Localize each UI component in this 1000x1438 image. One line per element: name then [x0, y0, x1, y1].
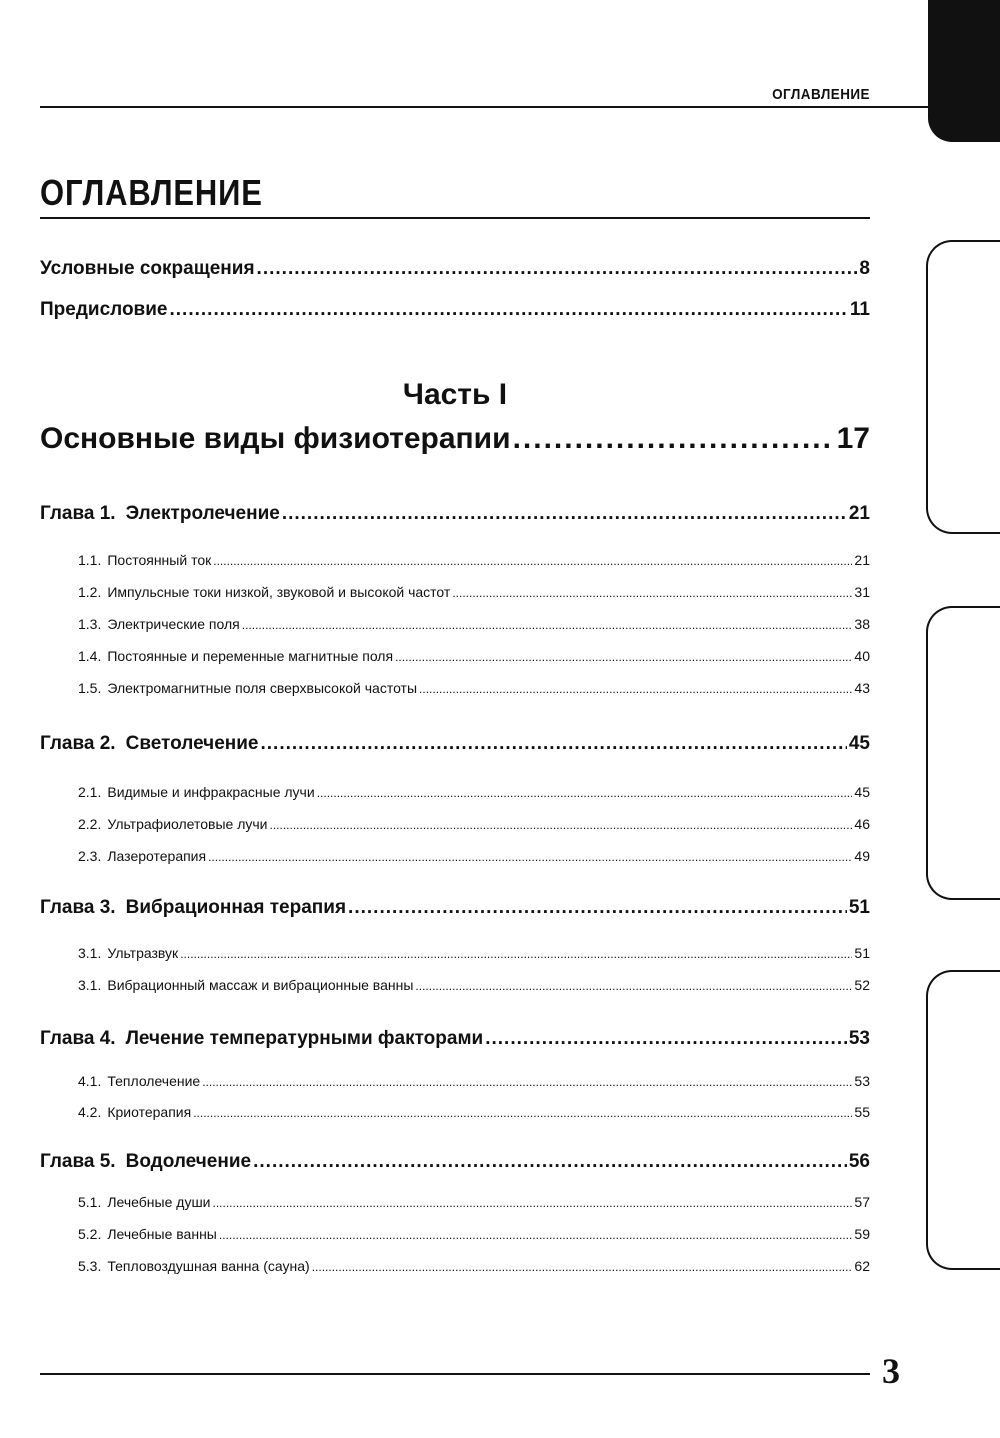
toc-section[interactable] — [78, 616, 870, 632]
leader-dots — [208, 850, 852, 864]
toc-entry-page: 31 — [854, 584, 870, 600]
section-number: 2.1. — [78, 784, 102, 800]
toc-entry-part[interactable] — [40, 422, 870, 456]
section-title: Постоянные и переменные магнитные поля — [107, 648, 394, 664]
header-rule — [40, 106, 1000, 108]
section-title: Лечебные ванны — [107, 1226, 217, 1242]
section-number: 5.3. — [78, 1258, 102, 1274]
leader-dots — [213, 1196, 853, 1210]
toc-entry-page: 59 — [854, 1226, 870, 1242]
leader-dots — [180, 947, 852, 961]
section-title: Теплолечение — [107, 1073, 201, 1089]
toc-section[interactable] — [78, 848, 870, 864]
thumb-index-tab — [926, 970, 1000, 1270]
thumb-index-tab — [926, 240, 1000, 534]
section-number: 1.5. — [78, 680, 102, 696]
chapter-title: Водолечение — [125, 1151, 252, 1172]
toc-entry-page: 8 — [859, 258, 870, 279]
toc-section[interactable] — [78, 648, 870, 664]
toc-section[interactable] — [78, 945, 870, 961]
section-number: 1.1. — [78, 552, 102, 568]
section-number: 1.4. — [78, 648, 102, 664]
toc-entry-page: 53 — [848, 1028, 870, 1049]
toc-section[interactable] — [78, 1073, 870, 1089]
leader-dots — [395, 650, 852, 664]
section-number: 4.1. — [78, 1073, 102, 1089]
leader-dots — [485, 1028, 847, 1050]
chapter-number: Глава 3. — [40, 897, 116, 918]
leader-dots — [202, 1075, 852, 1089]
part-heading: Часть I — [402, 378, 508, 411]
leader-dots — [312, 1260, 853, 1274]
section-title: Импульсные токи низкой, звуковой и высокой частот — [107, 584, 451, 600]
toc-chapter-2[interactable] — [40, 733, 870, 755]
section-title: Ультразвук — [107, 945, 179, 961]
toc-entry-page: 45 — [848, 733, 870, 754]
toc-section[interactable] — [78, 1226, 870, 1242]
toc-chapter-5[interactable] — [40, 1151, 870, 1173]
toc-entry-page: 62 — [854, 1258, 870, 1274]
toc-entry-label: Предисловие — [40, 299, 168, 320]
section-title: Тепловоздушная ванна (сауна) — [107, 1258, 310, 1274]
toc-chapter-1[interactable] — [40, 503, 870, 525]
toc-entry-page: 51 — [854, 945, 870, 961]
toc-chapter-3[interactable] — [40, 897, 870, 919]
chapter-title: Лечение температурными факторами — [125, 1028, 484, 1049]
leader-dots — [260, 733, 846, 755]
toc-section[interactable] — [78, 1194, 870, 1210]
chapter-number: Глава 5. — [40, 1151, 116, 1172]
leader-dots — [193, 1106, 852, 1120]
toc-entry-page: 49 — [854, 848, 870, 864]
toc-entry-page: 53 — [854, 1073, 870, 1089]
leader-dots — [317, 786, 853, 800]
section-title: Электрические поля — [107, 616, 240, 632]
toc-entry-page: 56 — [848, 1151, 870, 1172]
toc-section[interactable] — [78, 816, 870, 832]
page-number: 3 — [882, 1351, 900, 1391]
page-title: ОГЛАВЛЕНИЕ — [40, 172, 263, 213]
toc-section[interactable] — [78, 784, 870, 800]
toc-entry-page: 57 — [854, 1194, 870, 1210]
leader-dots — [282, 503, 847, 525]
section-number: 5.2. — [78, 1226, 102, 1242]
toc-entry-page: 40 — [854, 648, 870, 664]
leader-dots — [415, 979, 852, 993]
toc-section[interactable] — [78, 584, 870, 600]
chapter-title: Вибрационная терапия — [125, 897, 347, 918]
toc-entry-page: 43 — [854, 680, 870, 696]
leader-dots — [170, 299, 848, 321]
leader-dots — [513, 422, 835, 456]
chapter-number: Глава 4. — [40, 1028, 116, 1049]
toc-entry-page: 55 — [854, 1104, 870, 1120]
chapter-number: Глава 2. — [40, 733, 116, 754]
toc-section[interactable] — [78, 1104, 870, 1120]
toc-section[interactable] — [78, 977, 870, 993]
part-subtitle: Основные виды физиотерапии — [40, 422, 511, 455]
section-title: Видимые и инфракрасные лучи — [107, 784, 315, 800]
chapter-number: Глава 1. — [40, 503, 116, 524]
section-title: Лечебные души — [107, 1194, 211, 1210]
leader-dots — [213, 554, 852, 568]
section-title: Лазеротерапия — [107, 848, 207, 864]
thumb-index-tab — [926, 606, 1000, 900]
toc-entry-page: 17 — [836, 422, 870, 455]
section-number: 1.3. — [78, 616, 102, 632]
section-number: 3.1. — [78, 945, 102, 961]
toc-entry-page: 21 — [848, 503, 870, 524]
running-head: ОГЛАВЛЕНИЕ — [772, 86, 870, 103]
chapter-title: Светолечение — [125, 733, 259, 754]
toc-section[interactable] — [78, 1258, 870, 1274]
section-number: 2.2. — [78, 816, 102, 832]
toc-entry-page: 38 — [854, 616, 870, 632]
toc-entry-label: Условные сокращения — [40, 258, 255, 279]
toc-entry-page: 46 — [854, 816, 870, 832]
toc-entry-page: 45 — [854, 784, 870, 800]
leader-dots — [219, 1228, 853, 1242]
toc-entry-page: 51 — [848, 897, 870, 918]
section-title: Постоянный ток — [107, 552, 212, 568]
footer-rule — [40, 1373, 870, 1375]
toc-entry-abbreviations[interactable] — [40, 258, 870, 280]
section-title: Электромагнитные поля сверхвысокой частоты — [107, 680, 418, 696]
section-number: 4.2. — [78, 1104, 102, 1120]
toc-entry-page: 11 — [849, 299, 870, 320]
chapter-title: Электролечение — [125, 503, 280, 524]
toc-entry-page: 52 — [854, 977, 870, 993]
section-number: 2.3. — [78, 848, 102, 864]
leader-dots — [452, 586, 852, 600]
toc-section[interactable] — [78, 680, 870, 696]
leader-dots — [348, 897, 847, 919]
title-rule — [40, 217, 870, 219]
section-number: 3.1. — [78, 977, 102, 993]
section-title: Вибрационный массаж и вибрационные ванны — [107, 977, 414, 993]
section-title: Ультрафиолетовые лучи — [107, 816, 268, 832]
toc-chapter-4[interactable] — [40, 1028, 870, 1050]
leader-dots — [419, 682, 852, 696]
section-number: 5.1. — [78, 1194, 102, 1210]
thumb-index-active — [928, 0, 1000, 142]
toc-entry-page: 21 — [854, 552, 870, 568]
toc-section[interactable] — [78, 552, 870, 568]
leader-dots — [242, 618, 853, 632]
toc-entry-preface[interactable] — [40, 299, 870, 321]
section-number: 1.2. — [78, 584, 102, 600]
leader-dots — [257, 258, 858, 280]
section-title: Криотерапия — [107, 1104, 192, 1120]
leader-dots — [269, 818, 852, 832]
leader-dots — [253, 1151, 847, 1173]
